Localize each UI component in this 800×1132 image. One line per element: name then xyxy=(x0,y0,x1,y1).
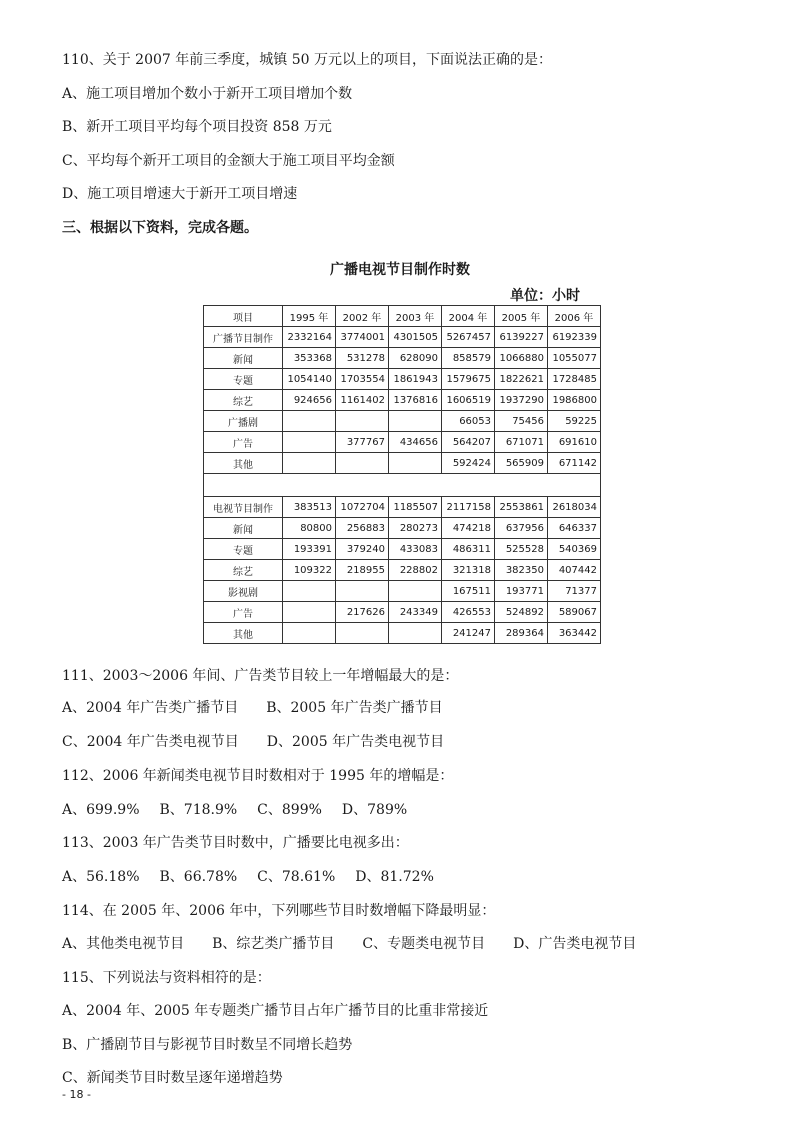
value-cell: 1728485 xyxy=(548,369,601,390)
value-cell: 193391 xyxy=(283,539,336,560)
q113-option-b: B、66.78% xyxy=(159,869,238,885)
table-row xyxy=(204,432,601,453)
value-cell: 1986800 xyxy=(548,390,601,411)
q114-option-c: C、专题类电视节目 xyxy=(362,936,486,952)
value-cell: 671071 xyxy=(495,432,548,453)
q111-options-row2 xyxy=(62,733,472,751)
value-cell xyxy=(389,453,442,474)
page-number: - 18 - xyxy=(62,1088,91,1101)
value-cell: 2332164 xyxy=(283,327,336,348)
row-label-cell: 广告 xyxy=(204,602,283,623)
value-cell: 531278 xyxy=(336,348,389,369)
table-header-row xyxy=(204,306,601,327)
value-cell: 1822621 xyxy=(495,369,548,390)
row-label-cell: 广播节目制作 xyxy=(204,327,283,348)
value-cell: 382350 xyxy=(495,560,548,581)
row-label-cell: 综艺 xyxy=(204,390,283,411)
q114-option-d: D、广告类电视节目 xyxy=(513,936,637,952)
value-cell: 691610 xyxy=(548,432,601,453)
value-cell: 66053 xyxy=(442,411,495,432)
value-cell: 1072704 xyxy=(336,497,389,518)
value-cell: 1161402 xyxy=(336,390,389,411)
q113-option-d: D、81.72% xyxy=(355,869,434,885)
value-cell: 217626 xyxy=(336,602,389,623)
value-cell: 1054140 xyxy=(283,369,336,390)
row-label-cell: 新闻 xyxy=(204,348,283,369)
program-hours-table xyxy=(203,305,601,644)
value-cell: 377767 xyxy=(336,432,389,453)
value-cell: 524892 xyxy=(495,602,548,623)
value-cell: 3774001 xyxy=(336,327,389,348)
table-row xyxy=(204,348,601,369)
q110-option-d: D、施工项目增速大于新开工项目增速 xyxy=(62,186,298,202)
table-header-cell: 项目 xyxy=(204,306,283,327)
row-label-cell: 其他 xyxy=(204,453,283,474)
value-cell xyxy=(389,411,442,432)
value-cell: 628090 xyxy=(389,348,442,369)
value-cell: 4301505 xyxy=(389,327,442,348)
row-label-cell: 新闻 xyxy=(204,518,283,539)
value-cell: 59225 xyxy=(548,411,601,432)
value-cell xyxy=(283,602,336,623)
value-cell: 5267457 xyxy=(442,327,495,348)
value-cell xyxy=(283,411,336,432)
q115-stem: 115、下列说法与资料相符的是： xyxy=(62,970,271,986)
table-row xyxy=(204,602,601,623)
table-row xyxy=(204,518,601,539)
q112-options xyxy=(62,801,427,819)
value-cell: 71377 xyxy=(548,581,601,602)
q113-option-c: C、78.61% xyxy=(257,869,336,885)
value-cell: 383513 xyxy=(283,497,336,518)
table-row xyxy=(204,539,601,560)
value-cell: 433083 xyxy=(389,539,442,560)
value-cell: 564207 xyxy=(442,432,495,453)
value-cell: 1606519 xyxy=(442,390,495,411)
value-cell: 6192339 xyxy=(548,327,601,348)
q114-options xyxy=(62,935,664,953)
q111-option-c: C、2004 年广告类电视节目 xyxy=(62,734,239,750)
value-cell xyxy=(336,581,389,602)
row-label-cell: 广播剧 xyxy=(204,411,283,432)
row-label-cell: 专题 xyxy=(204,369,283,390)
q110-option-c: C、平均每个新开工项目的金额大于施工项目平均金额 xyxy=(62,153,395,169)
q115-option-b: B、广播剧节目与影视节目时数呈不同增长趋势 xyxy=(62,1037,353,1053)
q113-stem: 113、2003 年广告类节目时数中，广播要比电视多出： xyxy=(62,835,409,851)
value-cell xyxy=(336,623,389,644)
table-row xyxy=(204,453,601,474)
value-cell: 589067 xyxy=(548,602,601,623)
table-row xyxy=(204,560,601,581)
value-cell: 525528 xyxy=(495,539,548,560)
table-row xyxy=(204,327,601,348)
value-cell: 540369 xyxy=(548,539,601,560)
value-cell: 924656 xyxy=(283,390,336,411)
value-cell: 486311 xyxy=(442,539,495,560)
table-unit: 单位：小时 xyxy=(510,288,580,304)
value-cell: 2117158 xyxy=(442,497,495,518)
row-label-cell: 影视剧 xyxy=(204,581,283,602)
value-cell: 379240 xyxy=(336,539,389,560)
value-cell: 1376816 xyxy=(389,390,442,411)
value-cell: 1185507 xyxy=(389,497,442,518)
table-header-cell: 1995 年 xyxy=(283,306,336,327)
value-cell: 592424 xyxy=(442,453,495,474)
q112-option-c: C、899% xyxy=(257,802,322,818)
table-title: 广播电视节目制作时数 xyxy=(330,262,470,278)
table-row xyxy=(204,411,601,432)
table-row xyxy=(204,623,601,644)
value-cell: 858579 xyxy=(442,348,495,369)
value-cell: 1861943 xyxy=(389,369,442,390)
spacer-cell xyxy=(204,474,601,497)
value-cell xyxy=(389,581,442,602)
section-heading: 三、根据以下资料，完成各题。 xyxy=(62,220,258,236)
value-cell: 1579675 xyxy=(442,369,495,390)
value-cell: 280273 xyxy=(389,518,442,539)
value-cell: 228802 xyxy=(389,560,442,581)
value-cell: 353368 xyxy=(283,348,336,369)
value-cell: 363442 xyxy=(548,623,601,644)
row-label-cell: 专题 xyxy=(204,539,283,560)
q112-option-d: D、789% xyxy=(341,802,408,818)
q111-options-row1 xyxy=(62,699,471,717)
q114-option-b: B、综艺类广播节目 xyxy=(212,936,335,952)
value-cell: 1055077 xyxy=(548,348,601,369)
value-cell: 646337 xyxy=(548,518,601,539)
table-header-cell: 2004 年 xyxy=(442,306,495,327)
value-cell: 434656 xyxy=(389,432,442,453)
row-label-cell: 电视节目制作 xyxy=(204,497,283,518)
q111-stem: 111、2003～2006 年间、广告类节目较上一年增幅最大的是： xyxy=(62,668,459,684)
value-cell: 1937290 xyxy=(495,390,548,411)
q113-option-a: A、56.18% xyxy=(62,869,140,885)
value-cell xyxy=(283,581,336,602)
q111-option-d: D、2005 年广告类电视节目 xyxy=(266,734,445,750)
table-header-cell: 2005 年 xyxy=(495,306,548,327)
value-cell: 80800 xyxy=(283,518,336,539)
q112-option-b: B、718.9% xyxy=(159,802,238,818)
table-row xyxy=(204,369,601,390)
value-cell xyxy=(389,623,442,644)
value-cell xyxy=(283,453,336,474)
q112-stem: 112、2006 年新闻类电视节目时数相对于 1995 年的增幅是： xyxy=(62,768,454,784)
q115-option-a: A、2004 年、2005 年专题类广播节目占年广播节目的比重非常接近 xyxy=(62,1003,489,1019)
value-cell: 167511 xyxy=(442,581,495,602)
value-cell: 6139227 xyxy=(495,327,548,348)
value-cell: 1066880 xyxy=(495,348,548,369)
table-row xyxy=(204,581,601,602)
value-cell xyxy=(283,432,336,453)
value-cell: 241247 xyxy=(442,623,495,644)
value-cell: 426553 xyxy=(442,602,495,623)
value-cell: 289364 xyxy=(495,623,548,644)
value-cell: 321318 xyxy=(442,560,495,581)
row-label-cell: 综艺 xyxy=(204,560,283,581)
table-spacer-row xyxy=(204,474,601,497)
value-cell: 671142 xyxy=(548,453,601,474)
value-cell: 565909 xyxy=(495,453,548,474)
value-cell: 2618034 xyxy=(548,497,601,518)
value-cell: 256883 xyxy=(336,518,389,539)
value-cell xyxy=(336,411,389,432)
q111-option-b: B、2005 年广告类广播节目 xyxy=(266,700,443,716)
q115-option-c: C、新闻类节目时数呈逐年递增趋势 xyxy=(62,1070,283,1086)
value-cell: 407442 xyxy=(548,560,601,581)
row-label-cell: 其他 xyxy=(204,623,283,644)
q112-option-a: A、699.9% xyxy=(62,802,140,818)
value-cell: 218955 xyxy=(336,560,389,581)
q114-stem: 114、在 2005 年、2006 年中，下列哪些节目时数增幅下降最明显： xyxy=(62,903,496,919)
q110-option-b: B、新开工项目平均每个项目投资 858 万元 xyxy=(62,119,332,135)
q110-option-a: A、施工项目增加个数小于新开工项目增加个数 xyxy=(62,86,353,102)
row-label-cell: 广告 xyxy=(204,432,283,453)
q111-option-a: A、2004 年广告类广播节目 xyxy=(62,700,239,716)
value-cell: 109322 xyxy=(283,560,336,581)
value-cell: 243349 xyxy=(389,602,442,623)
q110-stem: 110、关于 2007 年前三季度，城镇 50 万元以上的项目，下面说法正确的是： xyxy=(62,52,552,68)
value-cell: 1703554 xyxy=(336,369,389,390)
value-cell: 2553861 xyxy=(495,497,548,518)
table-row xyxy=(204,497,601,518)
value-cell xyxy=(283,623,336,644)
table-header-cell: 2002 年 xyxy=(336,306,389,327)
value-cell xyxy=(336,453,389,474)
table-header-cell: 2003 年 xyxy=(389,306,442,327)
q114-option-a: A、其他类电视节目 xyxy=(62,936,185,952)
value-cell: 193771 xyxy=(495,581,548,602)
value-cell: 75456 xyxy=(495,411,548,432)
table-row xyxy=(204,390,601,411)
value-cell: 474218 xyxy=(442,518,495,539)
table-header-cell: 2006 年 xyxy=(548,306,601,327)
q113-options xyxy=(62,868,454,886)
value-cell: 637956 xyxy=(495,518,548,539)
